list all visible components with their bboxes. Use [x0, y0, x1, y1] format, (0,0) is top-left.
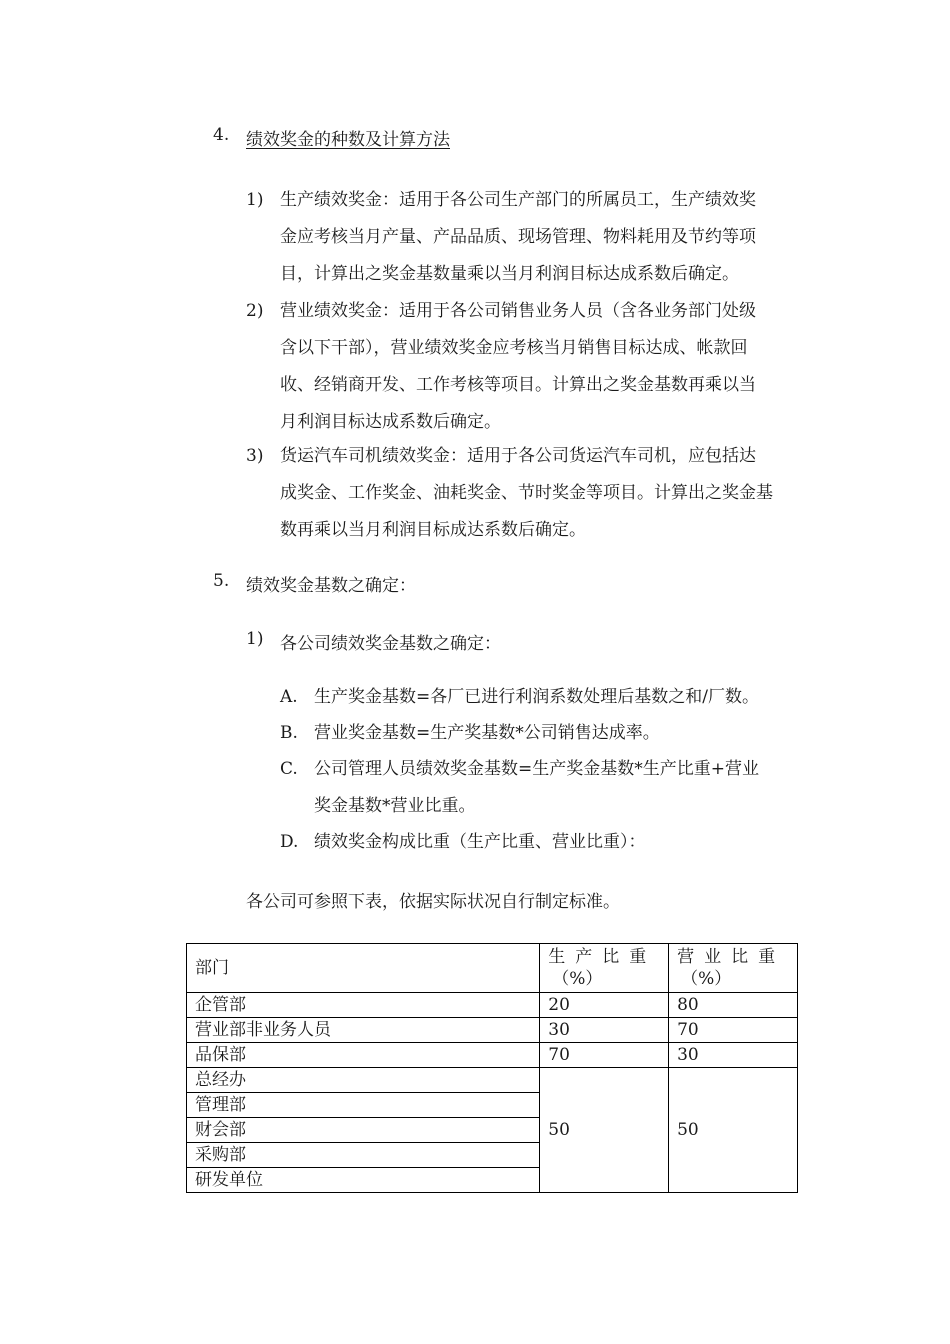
paragraph-line: 数再乘以当月利润目标成达系数后确定。 [280, 520, 586, 540]
section-5-title: 绩效奖金基数之确定： [246, 576, 416, 596]
paragraph-line: 营业奖金基数=生产奖基数*公司销售达成率。 [314, 723, 660, 743]
cell-dept: 企管部 [187, 993, 540, 1018]
list-item [314, 751, 759, 825]
list-item [280, 438, 773, 549]
cell-sales: 80 [669, 993, 798, 1018]
cell-prod-merged: 50 [540, 1068, 669, 1193]
paragraph-line: 目，计算出之奖金基数量乘以当月利润目标达成系数后确定。 [280, 264, 739, 284]
list-item [314, 715, 660, 752]
cell-prod: 30 [540, 1018, 669, 1043]
cell-prod: 70 [540, 1043, 669, 1068]
header-prod [540, 944, 669, 993]
paragraph-line: 公司管理人员绩效奖金基数=生产奖金基数*生产比重+营业 [314, 759, 759, 779]
list-item [314, 824, 646, 861]
list-item-letter: B. [280, 723, 298, 743]
cell-sales: 70 [669, 1018, 798, 1043]
header-sales-unit: （%） [681, 969, 732, 989]
cell-dept: 品保部 [187, 1043, 540, 1068]
sub-item-number: 1) [246, 629, 264, 649]
paragraph-line: 收、经销商开发、工作考核等项目。计算出之奖金基数再乘以当 [280, 375, 756, 395]
paragraph-line: 货运汽车司机绩效奖金：适用于各公司货运汽车司机，应包括达 [280, 446, 756, 466]
section-4-number: 4. [213, 125, 230, 145]
list-item-number: 1) [246, 190, 264, 210]
list-item [314, 679, 759, 716]
list-item [280, 182, 756, 293]
list-item-letter: D. [280, 832, 299, 852]
cell-dept: 财会部 [187, 1118, 540, 1143]
table-row [187, 1018, 798, 1043]
paragraph-line: 含以下干部），营业绩效奖金应考核当月销售目标达成、帐款回 [280, 338, 748, 358]
list-item-letter: C. [280, 759, 298, 779]
header-dept: 部门 [187, 944, 540, 993]
sub-item-text: 各公司绩效奖金基数之确定： [280, 634, 501, 654]
table-row [187, 993, 798, 1018]
paragraph-line: 绩效奖金构成比重（生产比重、营业比重）： [314, 832, 646, 852]
paragraph-line: 金应考核当月产量、产品品质、现场管理、物料耗用及节约等项 [280, 227, 756, 247]
paragraph-line: 月利润目标达成系数后确定。 [280, 412, 501, 432]
table-row [187, 1068, 798, 1093]
header-sales-label: 营业比重 [677, 947, 786, 967]
cell-sales-merged: 50 [669, 1068, 798, 1193]
paragraph-line: 成奖金、工作奖金、油耗奖金、节时奖金等项目。计算出之奖金基 [280, 483, 773, 503]
list-item [280, 293, 756, 441]
list-item-number: 3) [246, 446, 264, 466]
table-row [187, 1043, 798, 1068]
list-item-letter: A. [280, 687, 298, 707]
section-5-number: 5. [213, 571, 230, 591]
table-intro-note: 各公司可参照下表，依据实际状况自行制定标准。 [246, 892, 620, 912]
cell-prod: 20 [540, 993, 669, 1018]
header-sales [669, 944, 798, 993]
paragraph-line: 营业绩效奖金：适用于各公司销售业务人员（含各业务部门处级 [280, 301, 756, 321]
cell-dept: 营业部非业务人员 [187, 1018, 540, 1043]
paragraph-line: 生产绩效奖金：适用于各公司生产部门的所属员工，生产绩效奖 [280, 190, 756, 210]
cell-dept: 研发单位 [187, 1168, 540, 1193]
header-prod-label: 生产比重 [548, 947, 657, 967]
cell-sales: 30 [669, 1043, 798, 1068]
paragraph-line: 奖金基数*营业比重。 [314, 796, 476, 816]
table-header-row [187, 944, 798, 993]
cell-dept: 采购部 [187, 1143, 540, 1168]
list-item-number: 2) [246, 301, 264, 321]
cell-dept: 总经办 [187, 1068, 540, 1093]
paragraph-line: 生产奖金基数=各厂已进行利润系数处理后基数之和/厂数。 [314, 687, 759, 707]
cell-dept: 管理部 [187, 1093, 540, 1118]
section-4-title: 绩效奖金的种数及计算方法 [246, 130, 450, 150]
ratio-table [186, 943, 798, 1193]
header-prod-unit: （%） [552, 969, 603, 989]
